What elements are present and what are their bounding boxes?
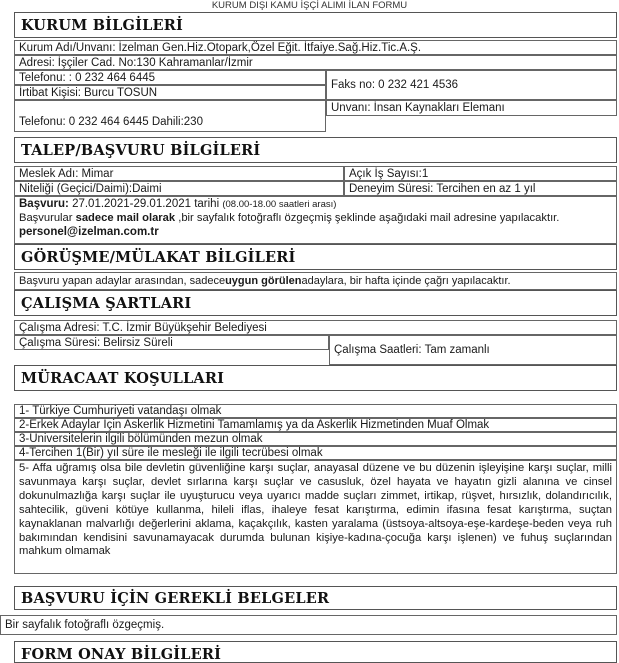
muracaat-item-2: 2-Erkek Adaylar İçin Askerlik Hizmetini Tamamlamış ya da Askerlik Hizmetinden Muaf Olmak (14, 418, 617, 432)
talep-nitelik-value: Daimi (132, 182, 162, 195)
talep-acik-is-row (344, 166, 617, 181)
basvuru-mail-line (19, 212, 612, 226)
section-header-talep: TALEP/BAŞVURU BİLGİLERİ (14, 137, 617, 163)
calisma-saat-value: Tam zamanlı (424, 344, 490, 356)
muracaat-item-1: 1- Türkiye Cumhuriyeti vatandaşı olmak (14, 404, 617, 418)
kurum-telefon2-value: 0 232 464 6445 Dahili:230 (68, 116, 203, 128)
kurum-irtibat-value: Burcu TOSUN (84, 86, 158, 99)
kurum-telefon-row (14, 70, 326, 85)
kurum-adres-value: İşçiler Cad. No:130 Kahramanlar/İzmir (57, 56, 253, 69)
kurum-faks-label: Faks no: (331, 79, 376, 91)
calisma-sure-value: Belirsiz Süreli (103, 336, 173, 349)
kurum-adi-row (14, 40, 617, 55)
talep-acik-is-label: Açık İş Sayısı: (349, 167, 422, 180)
calisma-adres-value: T.C. İzmir Büyükşehir Belediyesi (102, 321, 267, 334)
kurum-faks-value: 0 232 421 4536 (378, 79, 459, 91)
talep-meslek-row (14, 166, 344, 181)
kurum-telefon2-row (14, 100, 326, 132)
calisma-sure-row (14, 335, 329, 350)
gorusme-text-bold: uygun görülen (225, 275, 302, 287)
section-header-kurum: KURUM BİLGİLERİ (14, 12, 617, 38)
kurum-adi-label: Kurum Adı/Unvanı: (19, 41, 116, 54)
kurum-irtibat-label: İrtibat Kişisi: (19, 86, 81, 99)
form-title: KURUM DIŞI KAMU İŞÇİ ALIMI İLAN FORMU (211, 0, 408, 11)
gorusme-text-1: Başvuru yapan adaylar arasından, sadece (19, 275, 226, 287)
kurum-telefon-value: : 0 232 464 6445 (68, 71, 156, 84)
kurum-unvan-label: Unvanı: (331, 102, 371, 114)
section-header-belgeler: BAŞVURU İÇİN GEREKLİ BELGELER (14, 586, 617, 610)
muracaat-item-3: 3-Üniversitelerin ilgili bölümünden mezun olmak (14, 432, 617, 446)
kurum-unvan-row (326, 100, 617, 116)
calisma-sure-label: Çalışma Süresi: (19, 336, 101, 349)
calisma-saat-row (329, 335, 617, 365)
kurum-unvan-value: İnsan Kaynakları Elemanı (373, 102, 505, 114)
talep-deneyim-row (344, 181, 617, 196)
section-header-calisma: ÇALIŞMA ŞARTLARI (14, 290, 617, 316)
basvuru-dates-line (19, 198, 612, 212)
basvuru-dates: 27.01.2021-29.01.2021 tarihi (72, 198, 220, 210)
section-header-gorusme: GÖRÜŞME/MÜLAKAT BİLGİLERİ (14, 244, 617, 270)
calisma-adres-row (14, 320, 617, 335)
belgeler-row: Bir sayfalık fotoğraflı özgeçmiş. (0, 615, 617, 635)
kurum-adres-label: Adresi: (19, 56, 55, 69)
mail-address (19, 226, 612, 240)
basvuru-hours: (08.00-18.00 saatleri arası) (222, 199, 337, 210)
kurum-adi-value: İzelman Gen.Hiz.Otopark,Özel Eğit. İtfaiye.Sağ.Hiz.Tic.A.Ş. (118, 41, 422, 54)
talep-nitelik-label: Niteliği (Geçici/Daimi): (19, 182, 133, 195)
mail-text-2: ,bir sayfalık fotoğraflı özgeçmiş şeklinde aşağıdaki mail adresine yapılacaktır. (175, 211, 560, 224)
kurum-telefon-label: Telefonu: (19, 71, 66, 84)
mail-text-1: Başvurular (19, 211, 76, 224)
muracaat-item-4: 4-Tercihen 1(Bir) yıl süre ile mesleği ile ilgili tecrübesi olmak (14, 446, 617, 460)
gorusme-row (14, 272, 617, 290)
kurum-telefon2-label: Telefonu: (19, 116, 66, 128)
calisma-adres-label: Çalışma Adresi: (19, 321, 100, 334)
muracaat-item-5: 5- Affa uğramış olsa bile devletin güvenliğine karşı suçlar, anayasal düzene ve bu düzenin işleyişine karşı suçlar, milli savunmaya karşı suçlar, devlet sırlarına karşı suçlar ve casusluk, özel hayata ve hayatın gizli alanına ve cinsel dokunulmazlığa karşı suçlar ile uyuşturucu veya uyarıcı madde suçları zimmet, irtikap, rüşvet, hırsızlık, dolandırıcılık, sahtecilik, güveni kötüye kullanma, hileli iflas, ihaleye fesat karıştırma, edimin ifasına fesat karıştırma, suçtan kaynaklanan malvarlığı değerlerini aklama, kaçakçılık, kasten yaralama (üstsoya-altsoya-eşe-kardeşe-beden veya ruh bakımından kendisini savunamayacak durumda bulunan kişiye-kadına-çocuğa karşı işlenen) ve fuhuş suçlarından mahkum olmamak (14, 460, 617, 574)
talep-basvuru-block (14, 196, 617, 244)
gorusme-text-2: adaylara, bir hafta içinde çağrı yapılacaktır. (301, 275, 511, 287)
kurum-faks-row (326, 70, 617, 100)
calisma-saat-label: Çalışma Saatleri: (334, 344, 422, 356)
talep-acik-is-value: 1 (421, 167, 429, 180)
talep-deneyim-value: Tercihen en az 1 yıl (436, 182, 536, 195)
talep-meslek-value: Mimar (81, 167, 114, 180)
mail-text-bold: sadece mail olarak (75, 211, 176, 224)
section-header-muracaat: MÜRACAAT KOŞULLARI (14, 365, 617, 391)
mail-address-text: personel@izelman.com.tr (19, 225, 159, 238)
basvuru-label: Başvuru: (19, 198, 69, 210)
kurum-adres-row (14, 55, 617, 70)
section-header-onay: FORM ONAY BİLGİLERİ (14, 641, 617, 663)
kurum-irtibat-row (14, 85, 326, 100)
talep-nitelik-row (14, 181, 344, 196)
talep-meslek-label: Meslek Adı: (19, 167, 79, 180)
talep-deneyim-label: Deneyim Süresi: (349, 182, 434, 195)
